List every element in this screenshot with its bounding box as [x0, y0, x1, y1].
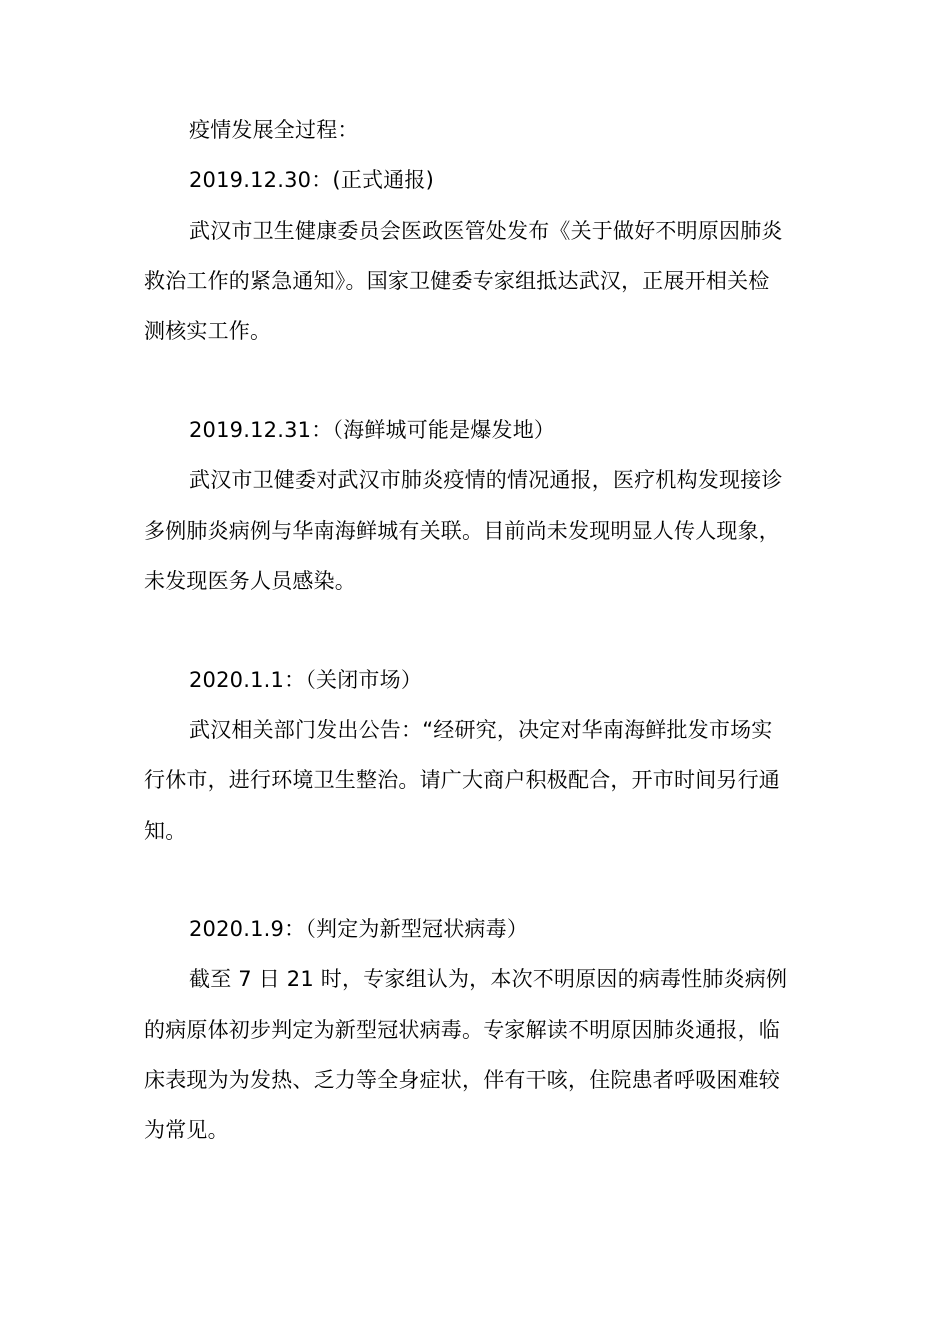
- section-2-body-line-1: 武汉市卫健委对武汉市肺炎疫情的情况通报，医疗机构发现接诊: [189, 468, 783, 492]
- section-3-date: 2020.1.1：（关闭市场）: [189, 668, 423, 692]
- section-4-body-line-2: 的病原体初步判定为新型冠状病毒。专家解读不明原因肺炎通报，临: [144, 1018, 780, 1042]
- section-1-body-line-3: 测核实工作。: [144, 319, 272, 343]
- section-3-body-line-2: 行休市，进行环境卫生整治。请广大商户积极配合，开市时间另行通: [144, 768, 780, 792]
- section-1-date: 2019.12.30：(正式通报): [189, 168, 435, 192]
- section-3-body-line-1: 武汉相关部门发出公告：“经研究，决定对华南海鲜批发市场实: [189, 718, 773, 742]
- section-4-body-line-3: 床表现为为发热、乏力等全身症状，伴有干咳，住院患者呼吸困难较: [144, 1068, 780, 1092]
- section-2-date: 2019.12.31：（海鲜城可能是爆发地）: [189, 418, 556, 442]
- section-4-body-line-4: 为常见。: [144, 1118, 229, 1142]
- section-4-body-line-1: 截至 7 日 21 时，专家组认为，本次不明原因的病毒性肺炎病例: [189, 967, 788, 991]
- section-2-body-line-2: 多例肺炎病例与华南海鲜城有关联。目前尚未发现明显人传人现象，: [144, 519, 780, 543]
- section-2-body-line-3: 未发现医务人员感染。: [144, 569, 356, 593]
- section-1-body-line-2: 救治工作的紧急通知》。国家卫健委专家组抵达武汉，正展开相关检: [144, 269, 770, 293]
- section-4-date: 2020.1.9：（判定为新型冠状病毒）: [189, 917, 529, 941]
- document-heading: 疫情发展全过程：: [189, 118, 359, 142]
- section-1-body-line-1: 武汉市卫生健康委员会医政医管处发布《关于做好不明原因肺炎: [189, 219, 783, 243]
- section-3-body-line-3: 知。: [144, 819, 187, 843]
